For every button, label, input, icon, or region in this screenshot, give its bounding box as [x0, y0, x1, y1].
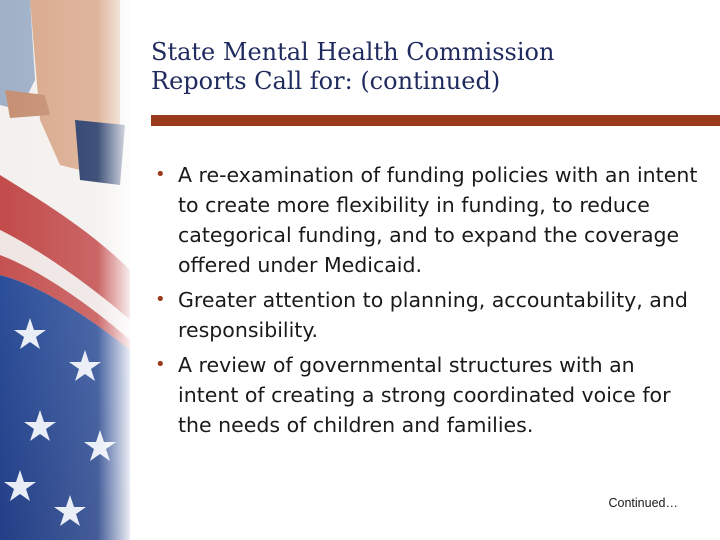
bullet-icon: • — [155, 354, 166, 375]
decorative-photo-strip — [0, 0, 130, 540]
bullet-icon: • — [155, 289, 166, 310]
title-line-1: State Mental Health Commission — [151, 38, 555, 66]
bullet-item — [155, 350, 700, 440]
bullet-list — [155, 160, 700, 445]
bullet-item — [155, 160, 700, 280]
bullet-text: A re-examination of funding policies with an intent to create more flexibility in funding, to reduce categorical funding, and to expand the coverage offered under Medicaid. — [178, 163, 698, 277]
title-line-2: Reports Call for: (continued) — [151, 67, 501, 95]
continued-label: Continued… — [608, 496, 678, 510]
bullet-text: Greater attention to planning, accountability, and responsibility. — [178, 288, 688, 342]
title-divider — [151, 115, 720, 126]
slide-title — [151, 38, 691, 96]
bullet-item — [155, 285, 700, 345]
bullet-icon: • — [155, 164, 166, 185]
bullet-text: A review of governmental structures with an intent of creating a strong coordinated voice for the needs of children and families. — [178, 353, 671, 437]
